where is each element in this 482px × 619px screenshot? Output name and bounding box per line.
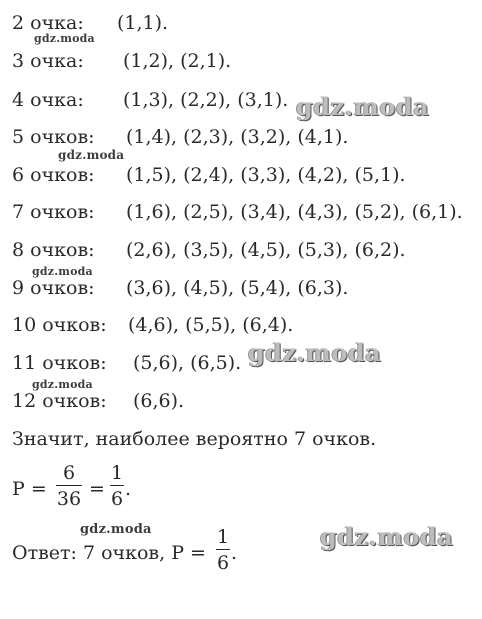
line-pairs: (1,5), (2,4), (3,3), (4,2), (5,1). [126,164,406,186]
fraction-numerator: 6 [62,462,76,484]
line-label: 6 очков: [12,164,95,186]
conclusion-text: Значит, наиболее вероятно 7 очков. [12,428,377,450]
line-label: 11 очков: [12,352,107,374]
formula-p-label: P = [12,478,47,500]
line-pairs: (3,6), (4,5), (5,4), (6,3). [126,277,349,299]
line-pairs: (4,6), (5,5), (6,4). [128,314,294,336]
line-label: 3 очка: [12,50,84,72]
line-label: 5 очков: [12,126,95,148]
line-label: 9 очков: [12,277,95,299]
line-pairs: (6,6). [133,390,185,412]
watermark-small: gdz.moda [58,148,125,162]
answer-text: Ответ: 7 очков, P = [12,542,206,564]
line-pairs: (1,3), (2,2), (3,1). [123,89,289,111]
line-pairs: (1,2), (2,1). [123,50,232,72]
watermark-small: gdz.moda [32,378,93,391]
line-label: 8 очков: [12,239,95,261]
line-pairs: (1,1). [117,12,169,34]
formula-fraction-2 [110,462,124,510]
watermark-small: gdz.moda [32,265,93,278]
fraction-denominator: 36 [56,488,82,510]
watermark-small: gdz.moda [80,522,152,537]
watermark-big: gdz.moda [248,338,382,367]
line-label: 4 очка: [12,89,84,111]
fraction-bar [110,485,124,486]
line-label: 7 очков: [12,201,95,223]
line-label: 2 очка: [12,12,84,34]
formula-end: . [125,478,132,500]
formula-equals: = [89,478,105,500]
watermark-small: gdz.moda [34,32,95,45]
line-pairs: (1,4), (2,3), (3,2), (4,1). [126,126,349,148]
line-label: 10 очков: [12,314,107,336]
answer-fraction [216,526,230,574]
fraction-bar [56,485,82,486]
fraction-bar [216,549,230,550]
formula-fraction-1 [56,462,82,510]
watermark-big: gdz.moda [296,92,430,121]
line-pairs: (5,6), (6,5). [133,352,242,374]
fraction-denominator: 6 [216,552,230,574]
fraction-numerator: 1 [110,462,124,484]
fraction-denominator: 6 [110,488,124,510]
line-label: 12 очков: [12,390,107,412]
line-pairs: (1,6), (2,5), (3,4), (4,3), (5,2), (6,1). [126,201,463,223]
answer-end: . [231,542,238,564]
line-pairs: (2,6), (3,5), (4,5), (5,3), (6,2). [126,239,406,261]
watermark-big: gdz.moda [320,522,454,551]
fraction-numerator: 1 [216,526,230,548]
